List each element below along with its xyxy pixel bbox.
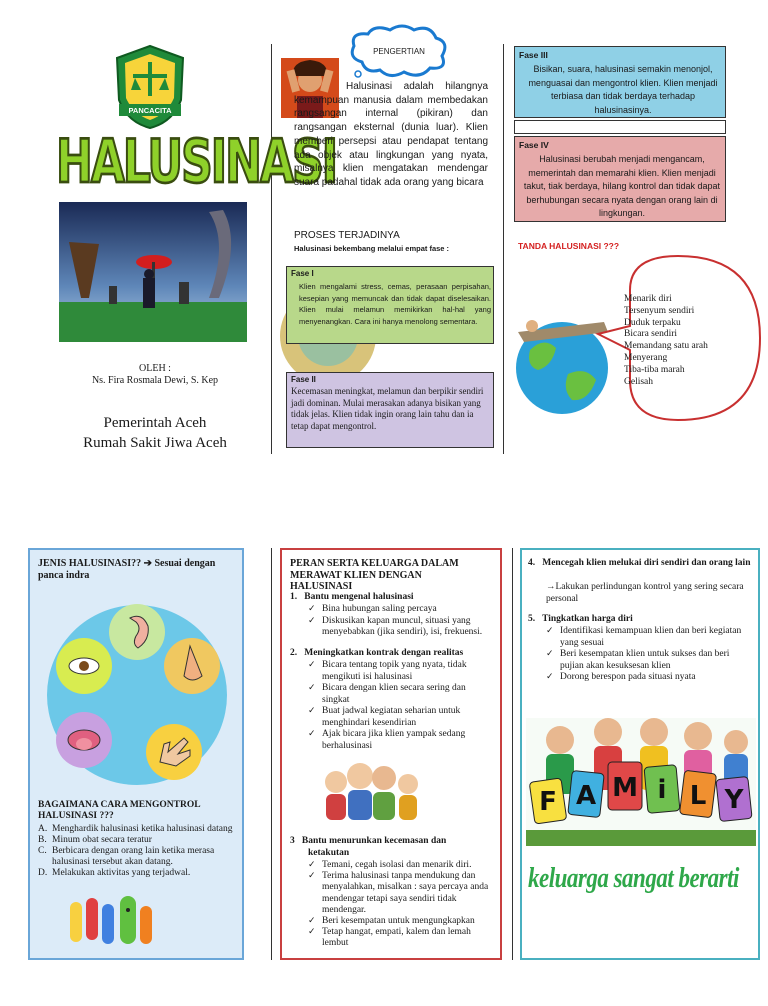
section-2-list [308,660,494,752]
list-item: D. Melakukan aktivitas yang terjadwal. [38,868,191,878]
fase-2-text: Kecemasan meningkat, melamun dan berpikir sendiri jadi dominan. Mulai merasakan adanya bisikan yang tidak jelas. Klien tidak ingin orang lain tahu dan ia tetap dapat mengontrol. [291,386,484,431]
fase-1-text: Klien mengalami stress, cemas, perasaan perpisahan, kesepian yang memuncak dan tidak dapat diselesaikan. Klien mulai melamun memikirkan hal-hal yang menyenangkan. Cara ini hanya menolong sementara. [299,282,491,326]
sign-item: Duduk terpaku [624,317,681,328]
fase-4-title: Fase IV [519,140,549,150]
panel-family-role [280,548,502,960]
process-title: PROSES TERJADINYA [294,230,400,241]
sign-item: Bicara sendiri [624,329,678,340]
divider-bottom-right [512,548,513,960]
fase-2-box [286,372,494,448]
divider-top-right [503,44,504,454]
list-item: ✓ Tetap hangat, empati, kalem dan lemah lembut [308,927,494,949]
list-item: ✓ Bina hubungan saling percaya [308,604,494,616]
eye-icon [69,658,99,674]
definition-text: Halusinasi adalah hilangnya kemampuan manusia dalam membedakan rangsangan internal (pikiran) dan rangsangan eksternal (dunia luar). Klien memberi persepsi atau pendapat tentang ada objek atau lingkungan yang nyata, misalnya klien mengatakan mendengar suara padahal tidak ada orang yang bicara [294,81,488,188]
pills-illustration [66,888,166,954]
section-2-title: 2. Meningkatkan kontrak dengan realitas [290,648,464,658]
list-item: ✓ Diskusikan kapan muncul, situasi yang menyebabkan (jika sendiri), isi, frekuensi. [308,616,494,639]
fase-3-title: Fase III [519,50,548,60]
bubble-label: PENGERTIAN [373,47,425,56]
fase-3-text: Bisikan, suara, halusinasi semakin menonjol, menguasai dan mengontrol klien. Klien menjadi terbiasa dan tidak berdaya terhadap halusinasinya. [528,64,718,115]
list-item: B. Minum obat secara teratur [38,835,152,845]
cover-illustration [59,202,247,342]
sign-item: Menarik diri [624,294,672,304]
section-3-list [308,860,494,950]
signs-list [624,294,708,388]
section-3-title: 3 Bantu menurunkan kecemasan dan ketakutan [290,836,449,858]
list-item: ✓ Beri kesempatan untuk mengungkapkan [308,916,494,927]
types-title: JENIS HALUSINASI?? ➔ Sesuai dengan panca indra [38,558,216,581]
section-1-title: 1. Bantu mengenal halusinasi [290,592,414,602]
signs-title: TANDA HALUSINASI ??? [518,241,620,251]
family-letter: i [657,775,667,805]
panel-family-support [520,548,760,960]
family-illustration [526,718,756,846]
author-name: Ns. Fira Rosmala Dewi, S. Kep [91,375,219,386]
section-1-list [308,604,494,639]
tongue-icon [68,730,100,750]
family-role-title: PERAN SERTA KELUARGA DALAM MERAWAT KLIEN DENGAN HALUSINASI [290,558,459,592]
fase-4-box [514,136,726,222]
author-label: OLEH : [139,363,171,374]
control-title: BAGAIMANA CARA MENGONTROL HALUSINASI ??? [38,800,201,821]
list-item: ✓ Dorong berespon pada situasi nyata [546,672,752,684]
section-4-text: →Lakukan perlindungan kontrol yang sering secara personal [546,582,744,604]
divider-bottom-left [271,548,272,960]
panel-types-control [28,548,244,960]
fase-1-box [286,266,494,344]
divider-top-left [271,44,272,454]
section-5-list [546,626,752,684]
list-item: ✓ Beri kesempatan klien untuk sukses dan beri pujian akan kesuksesan klien [546,649,752,672]
fase-4-text: Halusinasi berubah menjadi mengancam, memerintah dan memarahi klien. Klien menjadi takut, tiak berdaya, hilang kontrol dan tidak dapat berhubungan secara nyata dengan orang lain di lingkungan. [523,154,721,218]
list-item: ✓ Temani, cegah isolasi dan menarik diri. [308,860,494,871]
list-item: ✓ Bicara dengan klien secara sering dan singkat [308,683,494,706]
sign-item: Gelisah [624,376,654,387]
family-letter: Y [724,785,744,815]
list-item: ✓ Buat jadwal kegiatan seharian untuk menghindari kesendirian [308,706,494,729]
fase-3-box [514,46,726,118]
panel-definition [278,0,500,460]
sign-item: Menyerang [624,352,668,363]
sign-item: Tiba-tiba marah [624,364,685,375]
section-4-title: 4. Mencegah klien melukai diri sendiri dan orang lain [528,558,751,568]
sign-item: Tersenyum sendiri [624,305,695,316]
list-item: A. Menghardik halusinasi ketika halusinasi datang [38,824,233,834]
family-letter: L [689,781,707,811]
fase-3-spacer [514,120,726,134]
section-5-title: 5. Tingkatkan harga diri [528,614,633,624]
cloud-bubble [344,22,454,82]
family-figures-image [320,752,424,824]
list-item: ✓ Terima halusinasi tanpa mendukung dan menyalahkan, misalkan : saya percaya anda mendengar tetapi saya sendiri tidak mendengar. [308,871,494,916]
family-slogan: keluarga sangat berarti [528,862,739,894]
sign-item: Memandang satu arah [624,341,708,352]
list-item: ✓ Bicara tentang topik yang nyata, tidak mengikuti isi halusinasi [308,660,494,683]
family-letter: F [539,787,557,817]
panel-phases-signs [508,0,768,460]
control-list [38,824,234,879]
list-item: C. Berbicara dengan orang lain ketika merasa halusinasi tersebut akan datang. [38,846,215,867]
pancacita-logo [113,44,187,130]
process-subtitle: Halusinasi bekembang melalui empat fase : [294,244,450,253]
organization-line-2: Rumah Sakit Jiwa Aceh [83,435,227,451]
fase-2-title: Fase II [291,375,316,384]
list-item: ✓ Ajak bicara jika klien yampak sedang berhalusinasi [308,729,494,752]
family-letter: M [612,773,638,803]
cover-title: HALUSINASI [56,128,337,197]
organization-line-1: Pemerintah Aceh [103,415,207,431]
list-item: ✓ Identifikasi kemampuan klien dan beri kegiatan yang sesuai [546,626,752,649]
senses-diagram [44,602,230,788]
logo-text: PANCACITA [128,106,172,115]
fase-1-title: Fase I [291,269,314,278]
family-letter: A [575,781,597,811]
